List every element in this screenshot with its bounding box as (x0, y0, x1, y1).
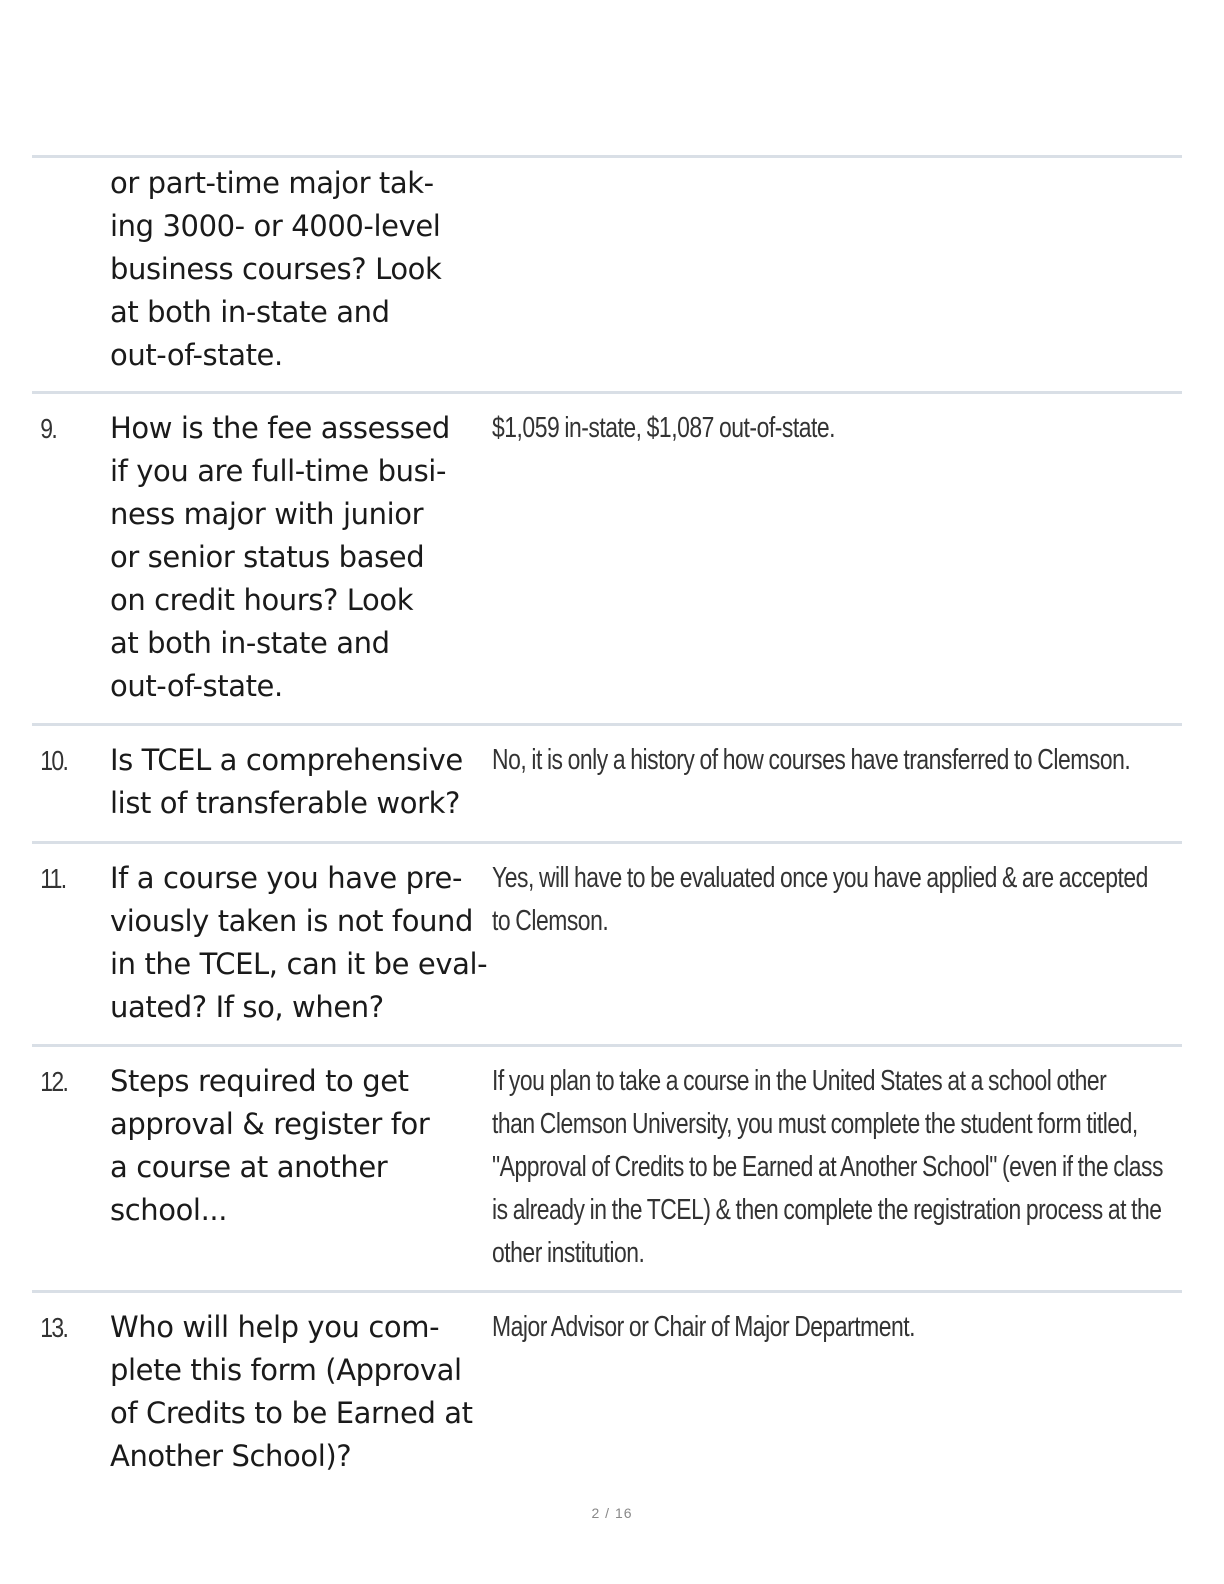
row-number: 9. (40, 413, 57, 444)
row-question: Who will help you com- plete this form (Approval of Credits to be Earned at Another School)? (110, 1310, 473, 1473)
faq-table (32, 155, 1182, 1490)
table-row (32, 841, 1182, 1044)
row-question: or part-time major tak- ing 3000- or 4000-level business courses? Look at both in-state and out-of-state. (110, 166, 442, 372)
table-row (32, 1044, 1182, 1290)
row-question: Steps required to get approval & register for a course at another school... (110, 1064, 430, 1227)
row-answer: Major Advisor or Chair of Major Department. (492, 1311, 916, 1343)
row-question: If a course you have pre- viously taken is not found in the TCEL, can it be eval- uated? If so, when? (110, 861, 488, 1024)
row-answer: $1,059 in-state, $1,087 out-of-state. (492, 412, 836, 444)
row-number: 11. (40, 863, 66, 894)
row-question: How is the fee assessed if you are full-time busi- ness major with junior or senior status based on credit hours? Look at both in-state and out-of-state. (110, 411, 450, 703)
row-number: 13. (40, 1312, 68, 1343)
table-row (32, 1290, 1182, 1490)
row-answer: Yes, will have to be evaluated once you have applied & are accepted to Clemson. (492, 862, 1148, 937)
row-number: 12. (40, 1066, 68, 1097)
row-answer (492, 162, 1224, 205)
table-row (32, 391, 1182, 723)
row-number: 10. (40, 745, 68, 776)
table-row (32, 723, 1182, 841)
row-question: Is TCEL a comprehensive list of transferable work? (110, 743, 463, 820)
table-row (32, 155, 1182, 391)
row-answer: No, it is only a history of how courses have transferred to Clemson. (492, 744, 1131, 776)
row-answer: If you plan to take a course in the United States at a school other than Clemson University, you must complete the student form titled, "Approval of Credits to be Earned at Another School" (even if the class is already in the TCEL) & then complete the registration process at the other institution. (492, 1065, 1164, 1269)
page-number: 2 / 16 (591, 1505, 633, 1521)
